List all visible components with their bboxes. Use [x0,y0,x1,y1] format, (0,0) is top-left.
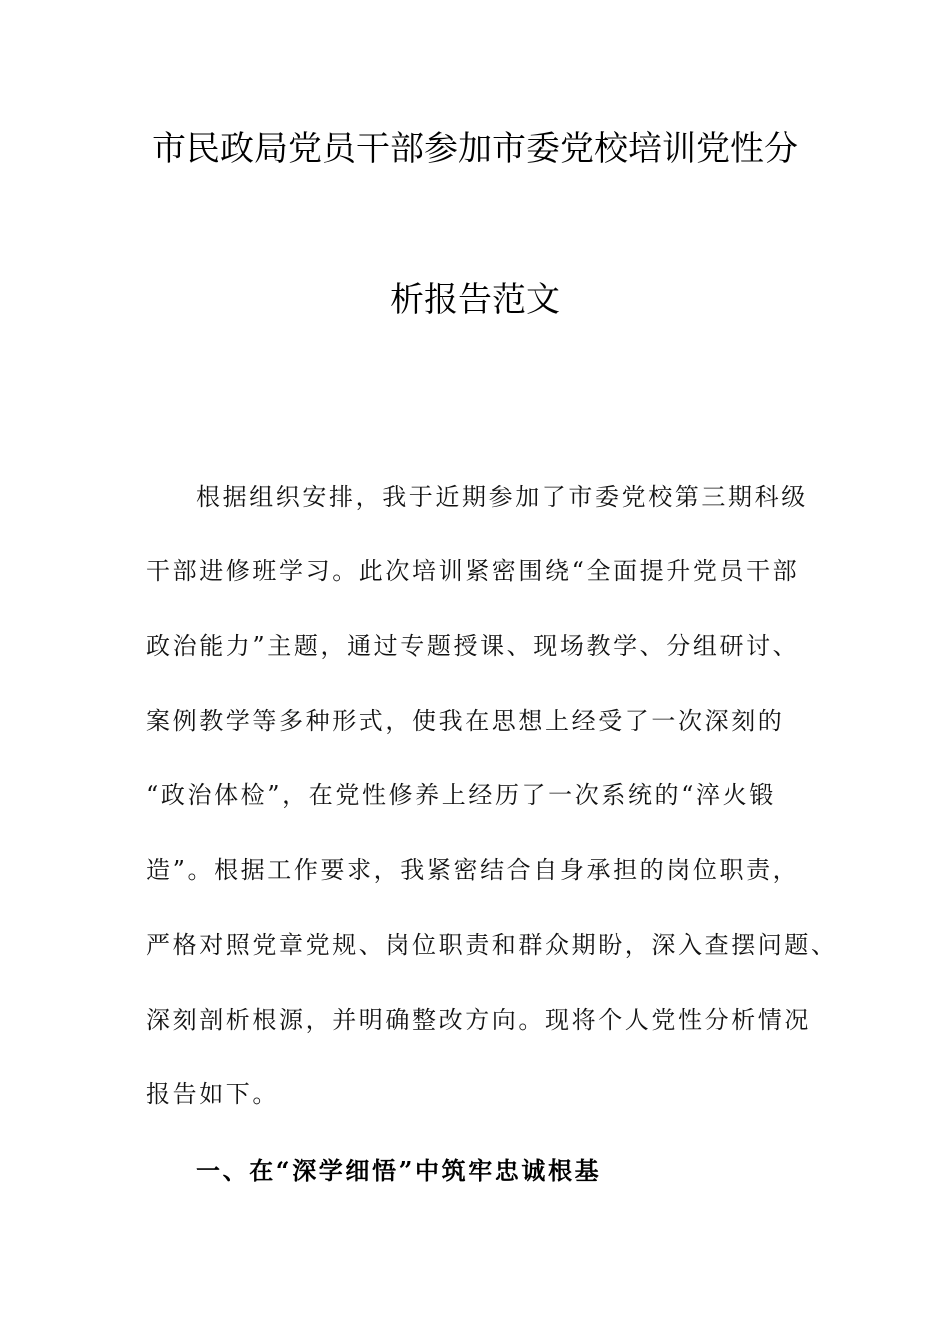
paragraph-line: 深刻剖析根源，并明确整改方向。现将个人党性分析情况 [146,1006,811,1034]
document-title-line-2: 析报告范文 [390,280,560,320]
paragraph-line: 政治能力”主题，通过专题授课、现场教学、分组研讨、 [146,632,800,660]
document-title-line-1: 市民政局党员干部参加市委党校培训党性分 [152,129,798,169]
paragraph-line: 严格对照党章党规、岗位职责和群众期盼，深入查摆问题、 [146,931,838,959]
paragraph-line: 干部进修班学习。此次培训紧密围绕“全面提升党员干部 [146,557,800,585]
section-heading: 一、在“深学细悟”中筑牢忠诚根基 [196,1156,602,1185]
paragraph-line: 案例教学等多种形式，使我在思想上经受了一次深刻的 [146,707,785,735]
paragraph-line: 报告如下。 [146,1080,279,1108]
paragraph-line: 根据组织安排，我于近期参加了市委党校第三期科级 [196,483,808,511]
paragraph-line: “政治体检”，在党性修养上经历了一次系统的“淬火锻 [146,781,776,809]
paragraph-line: 造”。根据工作要求，我紧密结合自身承担的岗位职责， [146,856,800,884]
